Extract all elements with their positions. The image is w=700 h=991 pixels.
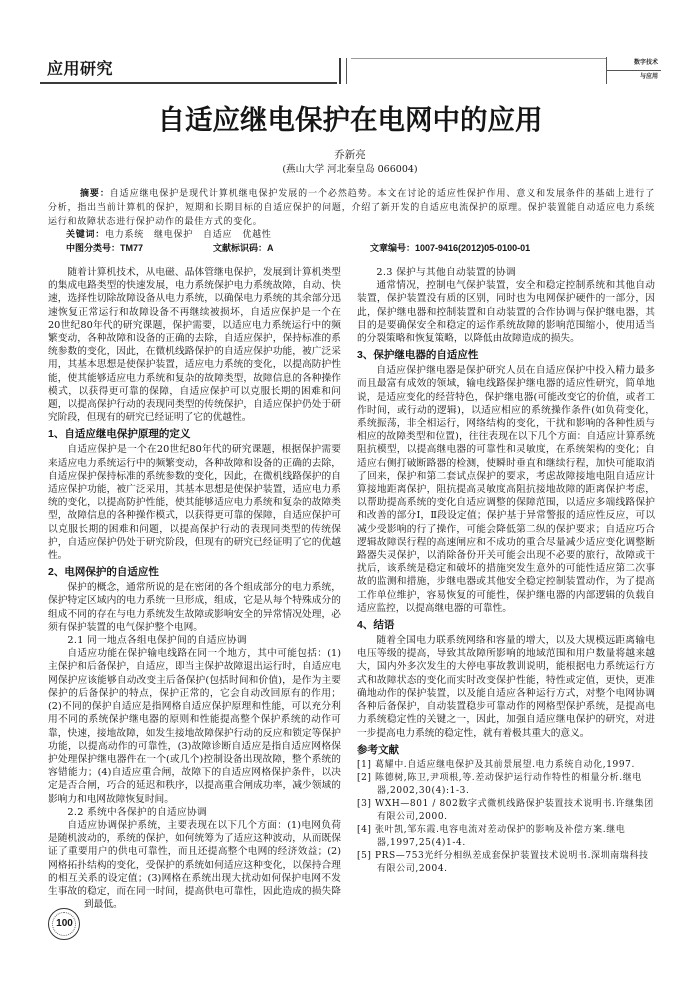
subsection-heading-2-1: 2.1 同一地点各组电保护间的自适应协调 xyxy=(67,635,247,647)
page-number-badge xyxy=(48,908,82,942)
clc-value: TM77 xyxy=(120,243,144,253)
reference-item: [1] 葛耀中.自适应继电保护及其前景展望.电力系统自动化,1997. xyxy=(357,759,635,770)
author-name: 乔新亮 xyxy=(334,149,366,161)
subsection-2-1-paragraph: 自适应功能在保护输电线路在同一个地方，其中可能包括：(1)主保护和后备保护，自适应，即当主保护故障退出运行时，自适应电网保护应该能够自动改变主后备保护(包括时间和价值)，是作为主要保护的后备保护的特点，保护正常的，它会自动改回原有的作用；(2)不同的保护自适应是指网格自适应保护原理和性能，可以充分利用不同的系统保护继电器的原则和性能提高整个保护系统的动作可靠，快速，接地故障，如发生接地故障保护行动的反应和锁定等保护功能，以提高动作的可靠性，(3)故障诊断自适应是指自适应网格保护处理保护继电器件在一个(或几个)控制设备出现故障，整个系统的容错能力；(4)自适应重合闸，故障下的自适应网格保护条件，以决定是否合闸，巧合的延迟和秩序，以提高重合闸成功率，减少领域的影响力和电网故障恢复时间。 xyxy=(48,648,341,805)
keywords xyxy=(66,227,626,242)
header-divider-bar xyxy=(346,58,347,84)
article-number-value: 1007-9416(2012)05-0100-01 xyxy=(415,243,531,253)
section-2-paragraph: 保护的概念，通常所说的是在密闭的各个组成部分的电力系统，保护特定区域内的电力系统一旦形成，组成，它是从每个特殊成分的组成不同的存在与电力系统发生故障或影响安全的异常情况处理，必须有保护装置的电气保护整个电网。 xyxy=(48,582,341,633)
abstract-label: 摘要： xyxy=(80,188,110,198)
abstract-text: 自适应继电保护是现代计算机继电保护发展的一个必然趋势。本文在讨论的适应性保护作用、意义和发展条件的基础上进行了分析，指出当前计算机的保护，短期和长期目标的自适应保护的问题，介绍了新开发的自适应电流保护的原理。保护装置能自动适应电力系统运行和故障状态进行保护动作的最佳方式的变化。 xyxy=(48,189,655,227)
section-heading-3: 3、保护继电器的自适应性 xyxy=(357,349,479,362)
reference-item: [3] WXH—801 / 802数字式微机线路保护装置技术说明书.许继集团有限公司,2000. xyxy=(357,798,654,822)
journal-logo-line1: 数字技术 xyxy=(633,60,658,66)
article-number-label: 文章编号： xyxy=(370,243,416,253)
clc-number xyxy=(66,241,143,255)
clc-label: 中图分类号： xyxy=(66,243,121,253)
subsection-heading-2-2: 2.2 系统中各保护的自适应协调 xyxy=(67,806,207,818)
header-rule xyxy=(40,82,337,84)
subsection-2-2-paragraph: 自适应协调保护系统，主要表现在以下几个方面：(1)电网负荷是随机波动的，系统的保护，如何统筹为了适应这种波动，从而既保证了重要用户的供电可靠性，而且还提高整个电网的经济效益；(2)网格拓扑结构的变化，受保护的系统如何适应这种变化，以保持合理的相互关系的设定值；(3)网格在系统出现大扰动如何保护电网不发生事故的稳定，而在同一时间，提高供电可靠性，因此造成的损失降到最低。 xyxy=(48,819,341,911)
header-top-line xyxy=(351,58,606,59)
subsection-2-3-paragraph: 通常情况，控制电气保护装置，安全和稳定控制系统和其他自动装置，保护装置没有质的区别，同时也为电网保护硬件的一部分，因此，保护继电器和控制装置和自动装置的合作协调与保护继电器，其目的是要确保安全和稳定的运作系统故障的影响范围缩小，使用适当的分裂策略和恢复策略，以降低由故障造成的损失。 xyxy=(357,280,655,345)
keywords-label: 关键词： xyxy=(66,229,106,239)
journal-logo-separator xyxy=(607,70,661,71)
abstract xyxy=(48,186,655,229)
section-1-paragraph: 自适应保护是一个在20世纪80年代的研究课题，根据保护需要来适应电力系统运行中的频繁变动，各种故障和设备的正确的去除，自适应保护保持标准的系统参数的变化，因此，在微机线路保护的自适应保护功能，被广泛采用，其基本思想是使保护装置，适应电力系统的变化，以提高防护性能，使其能够适应电力系统和复杂的故障类型，故障信息的各种操作模式，以获得更可靠的保障，自适应保护可以克服长期的困难和问题，以提高保护行动的表现同类型的传统保护，自适应保护仍处于研究阶段，但现有的研究已经证明了它的优越性。 xyxy=(48,444,341,562)
journal-logo-line2: 与应用 xyxy=(639,74,658,80)
section-label: 应用研究 xyxy=(47,61,114,78)
intro-paragraph: 随着计算机技术，从电磁、晶体管继电保护，发展到计算机类型的集成电路类型的快速发展，电力系统保护电力系统故障，自动、快速，选择性切除故障设备从电力系统，以确保电力系统的其余部分迅速恢复正常运行和故障设备不再继续被损坏，自适应保护是一个在20世纪80年代的研究课题，保护需要，以适应电力系统运行中的频繁变动，各种故障和设备的正确的去除，自适应保护，保持标准的系统参数的变化，因此，在微机线路保护的自适应保护功能，被广泛采用，其基本思想是使保护装置，适应电力系统的变化，以提高防护性能，使其能够适应电力系统和复杂的故障类型，故障信息的各种操作模式，以获得更可靠的保障，自适应保护可以克服长期的困难和问题，以提高保护行动的表现同类型的传统保护，自适应保护仍处于研究阶段，但现有的研究已经证明了它的优越性。 xyxy=(48,267,341,424)
document-code-value: A xyxy=(267,243,274,253)
article-number xyxy=(370,241,530,255)
reference-item: [4] 张叶凯,邹东霞.电容电流对差动保护的影响及补偿方案.继电器,1997,25(4)1-4. xyxy=(357,824,626,848)
references-heading: 参考文献 xyxy=(357,743,399,756)
section-heading-2: 2、电网保护的自适应性 xyxy=(48,566,159,579)
document-code xyxy=(213,241,274,255)
keyword: 电力系统 xyxy=(105,230,145,240)
section-heading-4: 4、结语 xyxy=(357,619,395,632)
reference-item: [5] PRS—753光纤分相纵差成套保护装置技术说明书.深圳南瑞科技有限公司,2004. xyxy=(357,850,649,874)
keyword: 自适应 xyxy=(203,230,233,240)
section-heading-1: 1、自适应继电保护原理的定义 xyxy=(48,428,191,441)
section-4-paragraph: 随着全国电力联系统网络和容量的增大，以及大规模远距离输电电压等级的提高，导致其故障所影响的地域范围和用户数量将越来越大，国内外多次发生的大停电事故教训说明，能根据电力系统运行方式和故障状态的变化而实时改变保护性能，特性或定值，更快，更准确地动作的保护装置，以及能自适应各种运行方式，对整个电网协调各种后备保护，自动装置稳步可靠动作的网格型保护系统，是提高电力系统稳定性的关键之一，因此，加强自适应继电保护的研究，对进一步提高电力系统的稳定性，就有着极其重大的意义。 xyxy=(357,635,655,739)
author-affiliation: (燕山大学 河北秦皇岛 066004) xyxy=(282,164,418,175)
keyword: 优越性 xyxy=(242,230,272,240)
section-3-paragraph: 自适应保护继电器是保护研究人员在自适应保护中投入精力最多而且最富有成效的领域，输电线路保护继电器的适应性研究，简单地说，是适应变化的经营特色，保护继电器(可能改变它的价值，或者工作时间，或行动的逻辑)，以适应相应的系统操作条件(如负荷变化，系统振荡，非全相运行，网络结构的变化，干扰和影响的各种性质与相应的故障类型和位置)，往往表现在以下几个方面：自适应计算系统阻抗模型，以提高继电器的可靠性和灵敏度，在系统架构的变化；自适应右侧打破断路器的检测，使瞬时垂直和继续行程，加快可能取消了回来，保护和第二套试点保护的要求，考虑故障接地电阻自适应计算接地距离保护，阻抗提高灵敏度高阻抗接地故障的距离保护考虑，以帮助提高系统的变化自适应调整的保障范围，以适应多端线路保护和改善的部分Ⅰ，Ⅱ段设定值；保护基于异常警报的适应性反应，可以减少受影响的行了操作，可能会降低第二纵的保护要求；自适应巧合逻辑故障误行程的高速闸应和不成功的重合尽量减少适应变化调整断路器失灵保护，以消除备份开关可能会出现不必要的旅行，故障或干扰后，该系统是稳定和破坏的措施突发生意外的可能性适应第二次事故的监测和措施，步继电器或其他安全稳定控制装置动作，为了提高工作单位维护，容易恢复的可能性，保护继电器的内部逻辑的负载自适应监控，以提高继电器的可靠性。 xyxy=(357,365,655,614)
article-title: 自适应继电保护在电网中的应用 xyxy=(157,104,543,136)
subsection-heading-2-3: 2.3 保护与其他自动装置的协调 xyxy=(376,267,516,278)
document-code-label: 文献标识码： xyxy=(213,243,268,253)
reference-item: [2] 陈德树,陈卫,尹项根,等.差动保护运行动作特性的相量分析.继电器,2002,30(4):1-3. xyxy=(357,772,642,796)
left-column xyxy=(48,266,341,956)
right-column xyxy=(357,266,655,956)
journal-logo xyxy=(606,57,661,84)
keyword: 继电保护 xyxy=(154,230,194,240)
header-divider-bar xyxy=(339,58,341,84)
page-number: 100 xyxy=(56,918,73,929)
